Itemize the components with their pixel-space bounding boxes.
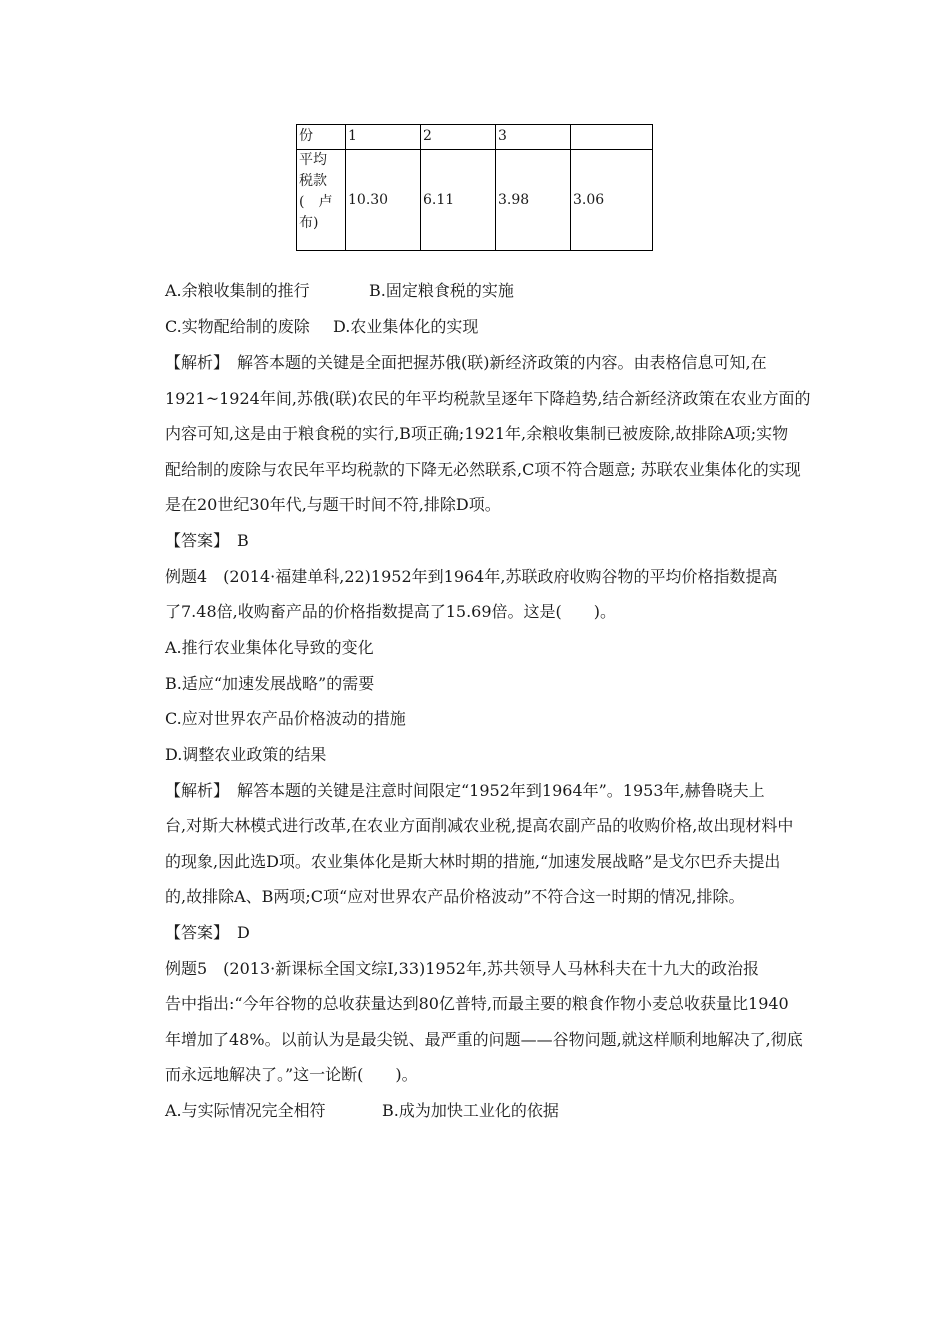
option-c: C.应对世界农产品价格波动的措施 xyxy=(165,709,406,728)
option-b: B.成为加快工业化的依据 xyxy=(382,1101,559,1120)
table-cell: 3.98 xyxy=(496,150,571,251)
analysis-line: 内容可知,这是由于粮食税的实行,B项正确;1921年,余粮收集制已被废除,故排除A项;实物 xyxy=(165,424,789,443)
question-stem-line: 告中指出:“今年谷物的总收获量达到80亿普特,而最主要的粮食作物小麦总收获量比1940 xyxy=(165,994,789,1013)
table-row xyxy=(297,150,653,251)
analysis-line: 1921~1924年间,苏俄(联)农民的年平均税款呈逐年下降趋势,结合新经济政策在农业方面的 xyxy=(165,389,811,408)
question-stem-line: 年增加了48%。以前认为是最尖锐、最严重的问题——谷物问题,就这样顺利地解决了,彻底 xyxy=(165,1030,803,1049)
table-cell: 份 xyxy=(297,125,346,150)
answer: 【答案】 D xyxy=(165,923,250,942)
analysis-line: 台,对斯大林模式进行改革,在农业方面削减农业税,提高农副产品的收购价格,故出现材料中 xyxy=(165,816,794,835)
analysis-line: 的现象,因此选D项。农业集体化是斯大林时期的措施,“加速发展战略”是戈尔巴乔夫提出 xyxy=(165,852,781,871)
table-cell: 1 xyxy=(346,125,421,150)
table-row xyxy=(297,125,653,150)
option-d: D.农业集体化的实现 xyxy=(333,317,479,336)
option-d: D.调整农业政策的结果 xyxy=(165,745,327,764)
option-a: A.推行农业集体化导致的变化 xyxy=(165,638,374,657)
label-line: 布) xyxy=(299,215,319,231)
table-cell: 10.30 xyxy=(346,150,421,251)
option-b: B.适应“加速发展战略”的需要 xyxy=(165,674,375,693)
table-cell: 3 xyxy=(496,125,571,150)
tax-table xyxy=(296,124,653,251)
option-a: A.余粮收集制的推行 xyxy=(165,281,310,300)
analysis-line: 配给制的废除与农民年平均税款的下降无必然联系,C项不符合题意; 苏联农业集体化的实现 xyxy=(165,460,801,479)
option-b: B.固定粮食税的实施 xyxy=(369,281,514,300)
question-stem-line: 例题5 (2013·新课标全国文综Ⅰ,33)1952年,苏共领导人马林科夫在十九大的政治报 xyxy=(165,959,760,978)
question-stem-line: 例题4 (2014·福建单科,22)1952年到1964年,苏联政府收购谷物的平均价格指数提高 xyxy=(165,567,778,586)
option-c: C.实物配给制的废除 xyxy=(165,317,310,336)
analysis-line: 【解析】 解答本题的关键是注意时间限定“1952年到1964年”。1953年,赫鲁晓夫上 xyxy=(165,781,765,800)
analysis-line: 【解析】 解答本题的关键是全面把握苏俄(联)新经济政策的内容。由表格信息可知,在 xyxy=(165,353,767,372)
table-cell xyxy=(571,125,653,150)
label-line: 税款 xyxy=(299,173,327,189)
option-a: A.与实际情况完全相符 xyxy=(165,1101,326,1120)
analysis-line: 是在20世纪30年代,与题干时间不符,排除D项。 xyxy=(165,495,501,514)
table-row-label xyxy=(297,150,346,251)
analysis-line: 的,故排除A、B两项;C项“应对世界农产品价格波动”不符合这一时期的情况,排除。 xyxy=(165,887,745,906)
table-cell: 3.06 xyxy=(571,150,653,251)
table-cell: 6.11 xyxy=(421,150,496,251)
question-stem-line: 了7.48倍,收购畜产品的价格指数提高了15.69倍。这是( )。 xyxy=(165,602,617,621)
question-stem-line: 而永远地解决了。”这一论断( )。 xyxy=(165,1065,418,1084)
answer: 【答案】 B xyxy=(165,531,249,550)
table-cell: 2 xyxy=(421,125,496,150)
label-line: ( 卢 xyxy=(299,194,333,210)
label-line: 平均 xyxy=(299,152,327,168)
